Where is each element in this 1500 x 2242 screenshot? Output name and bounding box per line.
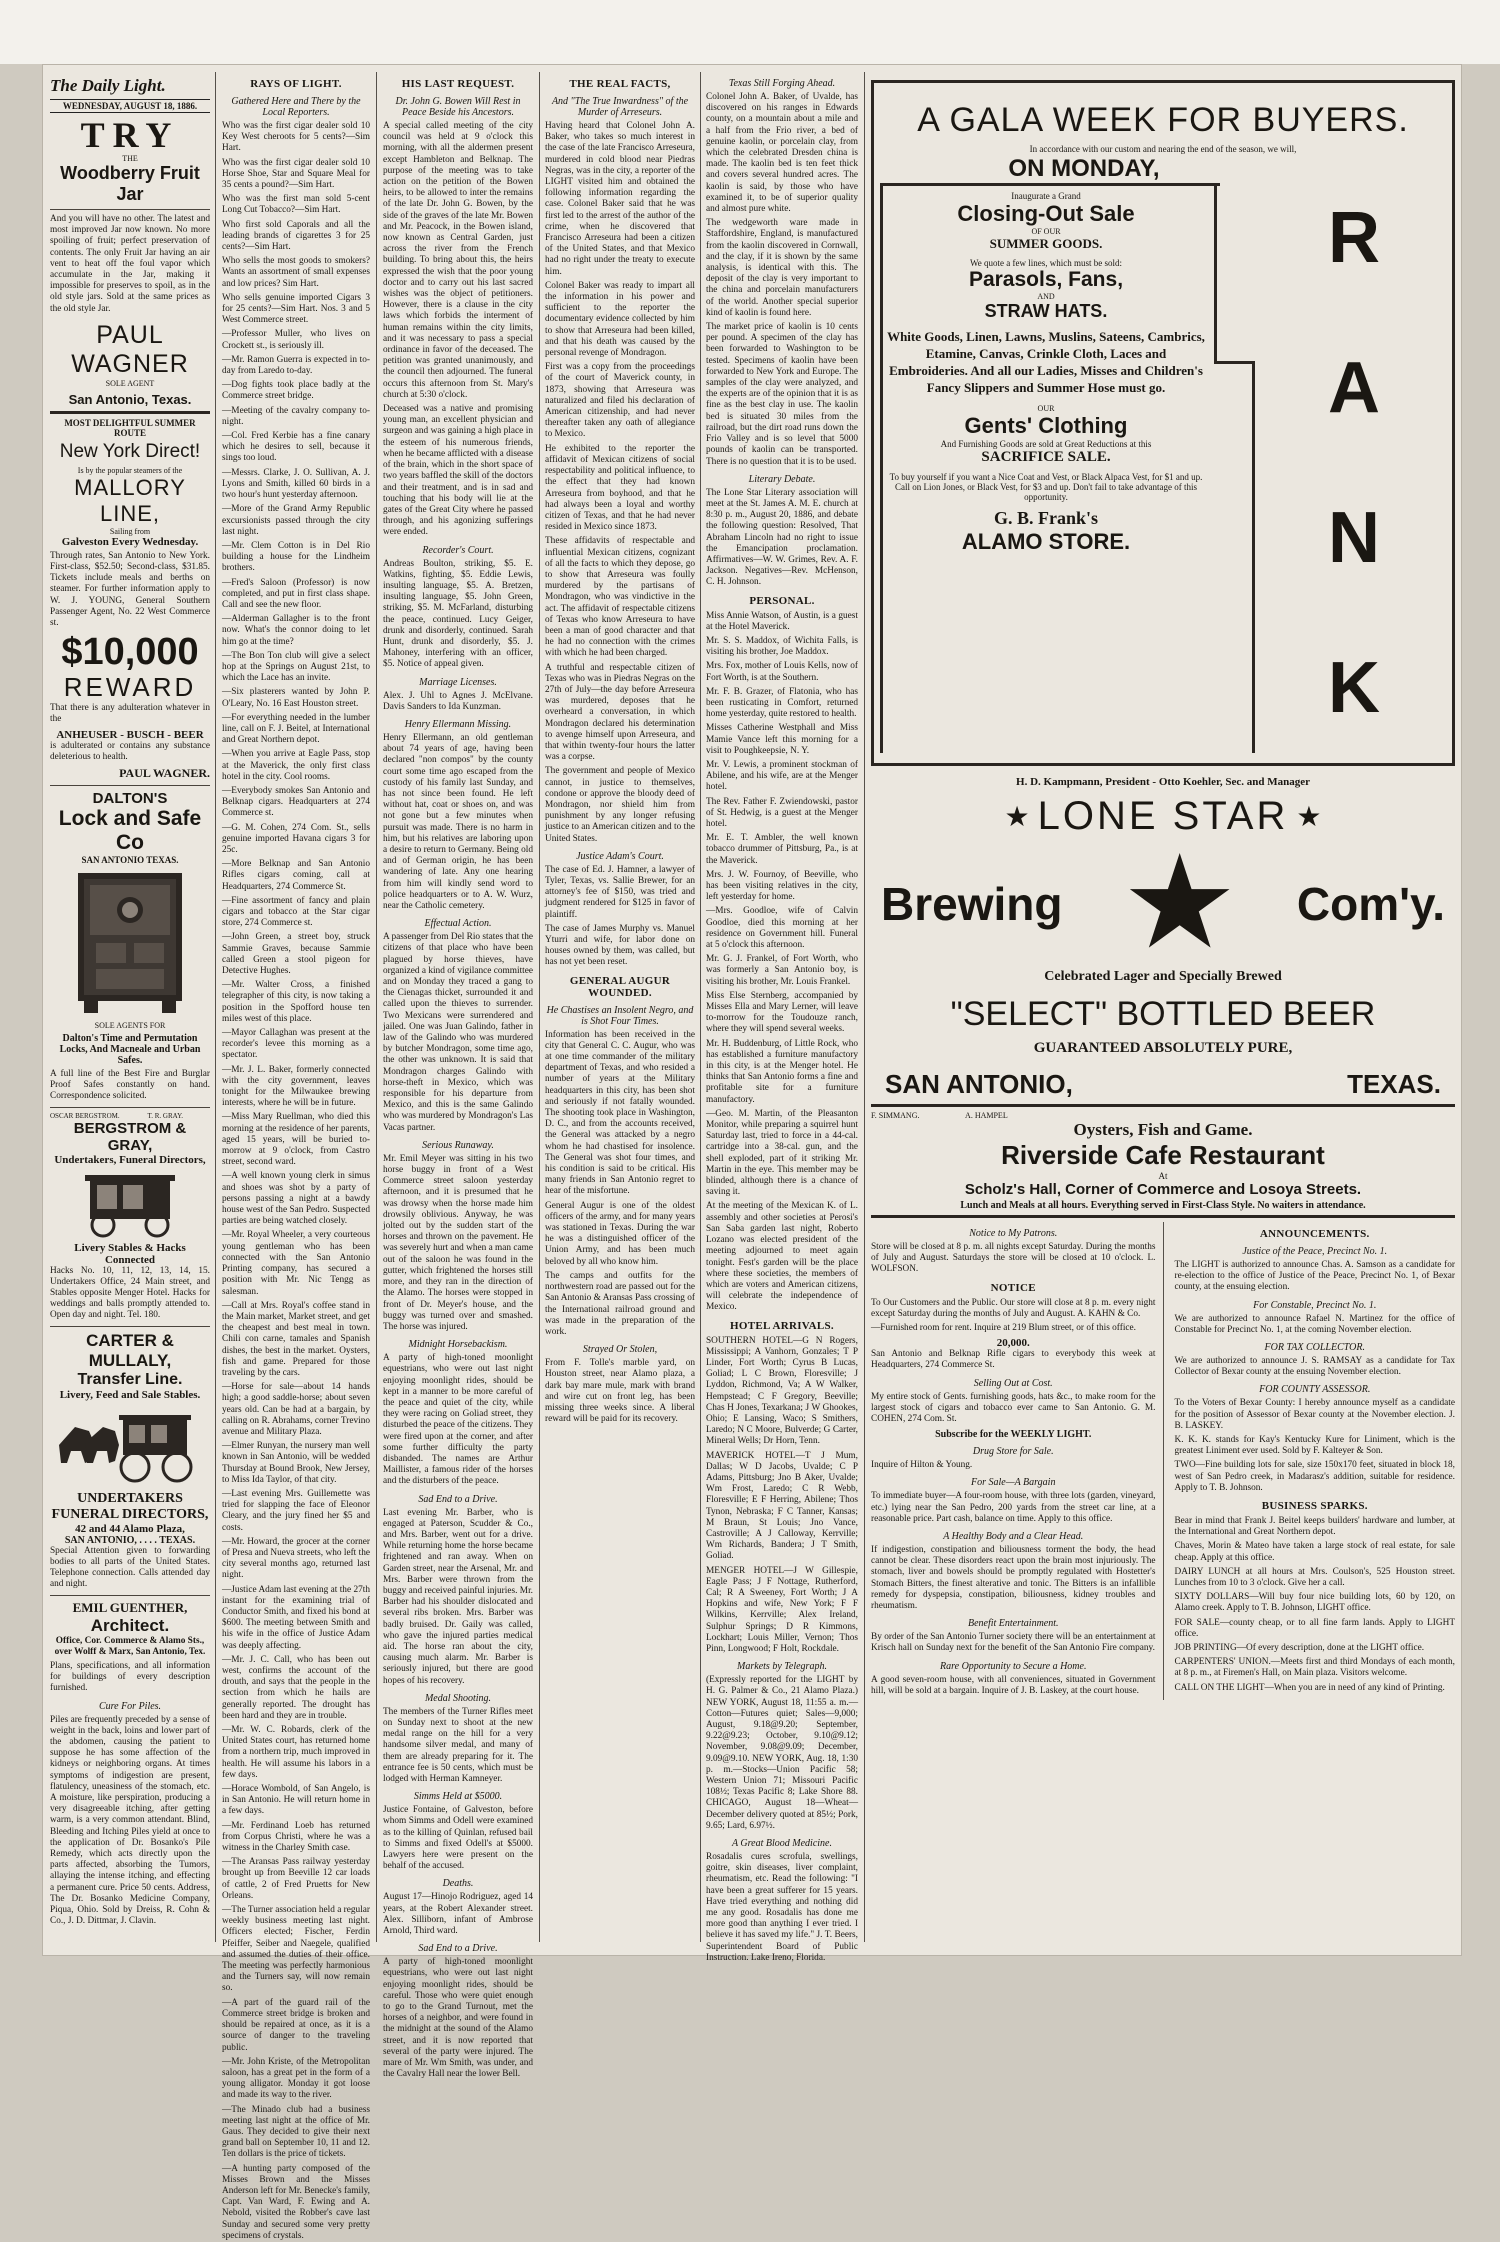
call: CALL ON THE LIGHT—When you are in need of any kind of Printing. [1174,1682,1445,1693]
c4-p1: Having heard that Colonel John A. Baker, who takes so much interest in the case of the late Francisco Arreseura, murdered in cold blood near Piedras Negras, was in the city, a reporter of the LIGHT visited him and obtained the following information regarding the case. Colonel Baker said that he was first led to the arrest of the author of the crime, when he discovered that Francisco Arreseura had been a citizen of the United States, and that Mexico had no right under the treaty to execute him. [545,121,695,277]
j1: Justice of the Peace, Precinct No. 1. [1242,1246,1388,1257]
c5-p10: Mr. V. Lewis, a prominent stockman of Abilene, and his wife, are at the Menger hotel. [706,759,858,793]
c1p: We are authorized to announce Rafael N. Martinez for the office of Constable for Precinct No. 1, at the coming November election. [1174,1313,1455,1335]
c4-s1: And "The True Inwardness" of the Murder of Arreseurs. [551,96,689,118]
c3-s1: Dr. John G. Bowen Will Rest in Peace Beside his Ancestors. [395,96,521,118]
c5-p17: Mr. H. Buddenburg, of Little Rock, who has established a furniture manufactory in this city, is at the Menger hotel. He thinks that San Antonio forms a fine and profitable site for a furniture manufactory. [706,1038,858,1105]
carriage-illustration [55,1405,205,1487]
rays-item: —Mayor Callaghan was present at the recorder's levee this morning as a spectator. [222,1028,370,1061]
rays-item: —Elmer Runyan, the nursery man well known in San Antonio, will be wedded Thursday at Bound Brook, New Jersey, to Miss Ida Taylor, of that city. [222,1441,370,1485]
healthy: A Healthy Body and a Clear Head. [943,1531,1084,1543]
rays-item: —A part of the guard rail of the Commerce street bridge is broken and should be repaired at once, as it is a source of danger to the traveling public. [222,1997,370,2053]
c5-p11: The Rev. Father F. Zwiendowski, pastor of St. Hedwig, is a guest at the Menger hotel. [706,796,858,829]
through-rates: Through rates, San Antonio to New York. First-class, $52.50; Second-class, $31.85. Tickets include meals and berths on steamer. For further information apply to W. J. YOUNG, General Southern Passenger Agent, No. 22 West Commerce st. [50,550,210,629]
rays-item: —For everything needed in the lumber line, call on F. J. Beitel, at International and Great Northern depot. [222,712,370,746]
dairy: DAIRY LUNCH at all hours at Mrs. Coulson's, 525 Houston street. Lunches from 10 to 3 o'clock. Give her a call. [1174,1566,1455,1589]
rays-item: —Last evening Mrs. Guillemette was tried for slapping the face of Eleonor Cleary, and the jury fined her $5 and costs. [222,1488,370,1533]
livery-heading: Livery Stables & Hacks Connected [74,1241,186,1266]
frank-frame-inner [1214,183,1217,363]
c4-p3: First was a copy from the proceedings of the court of Maverick county, in 1873, showing that Arreseura was naturalized and filed his declaration of American citizenship, and had never thereafter taken any oath of allegiance to Mexico. [545,362,695,440]
jar-heading: Woodberry Fruit Jar [60,163,200,204]
dalton-1: DALTON'S [92,790,168,808]
oysters: Oysters, Fish and Game. [1073,1120,1253,1139]
notices-column [871,1222,1164,1700]
closing-out: Closing-Out Sale [957,201,1135,226]
big-star-icon: ★ [1121,832,1238,976]
anheuser: ANHEUSER - BUSCH - BEER [56,728,204,741]
dalton-2: Lock and Safe Co [58,807,202,855]
straw-hats: STRAW HATS. [984,301,1108,321]
c5-p5: Miss Annie Watson, of Austin, is a guest at the Hotel Maverick. [706,610,858,632]
rare: Rare Opportunity to Secure a Home. [940,1660,1087,1672]
star-icon-right: ★ [1296,801,1322,833]
rays-item: —Horace Wombold, of San Angelo, is in San Antonio. He will return home in a few days. [222,1784,370,1817]
c3-p4: Alex. J. Uhl to Agnes J. McElvane. Davis Sanders to Ida Kunzman. [383,690,533,712]
transfer: Transfer Line. [77,1370,183,1388]
c3-p8: A party of high-toned moonlight equestrians, who were out last night enjoying moonlight rides, should be careful. Those who were quiet enough to go to the Grand Turnout, met the horses of a neighbor, and were found in the midnight at the sound of the Alamo street, and it is now reported that several of the party were injured. The mare of Mr. Wm Smith, was under, and the Cavalry Hall near the lower Bell. [383,1957,533,2080]
assessorp: To the Voters of Bexar County: I hereby announce myself as a candidate for the position of Assessor of Bexar county at the November election. J. B. LASKEY. [1174,1398,1455,1431]
special-attention: Special Attention given to forwarding bodies to all parts of the United States. Telephone connection. Calls attended day and night. [50,1545,210,1590]
frank-rank [1294,163,1414,763]
company: Com'y. [1296,878,1445,930]
tx-label: TEXAS. [1347,1069,1441,1099]
c5-p20: SOUTHERN HOTEL—G N Rogers, Mississippi; A Vanhorn, Gonzales; T P Linder, Fort Worth; Cyrus B Lucas, Goliad; L C Brown, Floresville; J Lyddon, Richmond, Va; A W Walker, Hempstead; C F Gregory, Beeville; Chas H Jones, Texarkana; J W Ghookes, Ohio; E Lansing, Waco; S Smithers, Laredo; N C Moore, Bulverde; G Carter, Mineral Wells; Dr Horn, Tenn. [706,1335,858,1447]
tip: To buy yourself if you want a Nice Coat and Vest, or Black Alpaca Vest, for $1 and up. Call on Lion Jones, or Black Vest, for $3 and up. Don't fail to take advantage of this opportunity. [889,472,1203,502]
reward-amount-2: 20,000. [996,1337,1030,1350]
newspaper-page [42,64,1462,2241]
of-our: OF OUR [1031,227,1061,236]
selling: Selling Out at Cost. [973,1377,1053,1389]
c5-p9: Misses Catherine Westphall and Miss Mamie Vance left this morning for a visit to Poughkeepsie, N. Y. [706,723,858,756]
c3-p7: Mr. Emil Meyer was sitting in his two horse buggy in front of a West Commerce street saloon yesterday afternoon, and it is presumed that he was drowsy when the horse made him drowsily oblivious. Anyway, he was jolted out by the sudden start of the horses and thrown on the pavement. He was severely hurt and when a man came out of the saloon he was found in the gutter, which frightened the horses still more, and they ran in the direction of the Alamo. The horses were stopped in front of Dr. Meyer's house, and the buggy was turned over and smashed. The horse was injured. [383,1153,533,1332]
c5-p8: Mr. F. B. Grazer, of Flatonia, who has been rusticating in Comfort, returned home yesterday, quite restored to health. [706,686,858,720]
safe-illustration [70,869,190,1017]
c5-p22: MENGER HOTEL—J W Gillespie, Eagle Pass; J F Nottage, Rutherford, Cal; R A Sweeney, Fort Worth; J A Hopkins and wife, New York; F F Wilkins, Kerrville; Alex Ireland, Sulphur Springs; D R Kimmons, Lockhart; Louis Miller, Vernon; Thos Pinn, Longwood; F Holt, Rockdale. [706,1565,858,1654]
c3-p11: The members of the Turner Rifles meet on Sunday next to shoot at the new medal range on the hill for a very handsome silver medal, and many of them are already preparing for it. The entrance fee is 50 cents, which must be lodged with Herman Kamneyer. [383,1706,533,1785]
c4-p12: The camps and outfits for the northwestern road are passed out for the San Antonio & Aransas Pass crossing of the International railroad ground and was made in the preparation of the work. [545,1270,695,1337]
kk: K. K. K. stands for Kay's Kentucky Kure for Liniment, which is the greatest Liniment ever used. Sold by F. Kalteyer & Son. [1174,1435,1455,1457]
rays-item: —Horse for sale—about 14 hands high; a good saddle-horse; about seven years old. Can be had at a bargain, by calling on R. Abrahams, corner Trevino avenue and Military Plaza. [222,1382,370,1437]
chaves: Chaves, Morin & Mateo have taken a large stock of real estate, for sale cheap. Apply at this office. [1174,1541,1455,1563]
bargain-p: To immediate buyer—A four-room house, with three lots (garden, vineyard, etc.) lying near the San Pedro, 200 yards from the street car line, at a reasonable price. Part cash, balance on time. Apply to this office. [871,1491,1156,1524]
rifle: San Antonio and Belknap Rifle cigars to everybody this week at Headquarters, 274 Commerce St. [871,1349,1156,1371]
inaugurate: Inaugurate a Grand [1011,191,1081,201]
ny-direct: New York Direct! [59,440,201,462]
rays-item: —John Green, a street boy, struck Sammie Graves, because Sammie called Green a stool pigeon for Detective Hughes. [222,932,370,977]
c5-p13: Mrs. J. W. Fournoy, of Beeville, who has been visiting relatives in the city, left yesterday for home. [706,869,858,903]
c5-p1: Colonel John A. Baker, of Uvalde, has discovered on his ranges in Edwards county, on a mountain about a mile and a half from the Frio river, a bed of genuine kaolin, or porcelain clay, from which the celebrated Dresden china is made. The kaolin bed is ten feet thick and covers several hundred acres. The kaolin is said, by those who have examined it, to be of superior quality and almost pure white. [706,92,858,215]
reward-amount: $10,000 [61,631,199,674]
c3-h9: Sad End to a Drive. [418,1493,498,1505]
c5-p16: Miss Else Sternberg, accompanied by Misses Ella and Mary Lerner, will leave to-morrow for the Toudouze ranch, where they will spend several weeks. [706,990,858,1035]
rank-n: N [1328,498,1380,578]
rays-item: —Mr. Royal Wheeler, a very courteous young gentleman who has been connected with the San Antonio Printing company, has secured a position with Mr. Nic Tengg as salesman. [222,1230,370,1297]
taxp: We are authorized to announce J. S. RAMSAY as a candidate for Tax Collector of Bexar county at the ensuing November election. [1174,1356,1455,1378]
column-1 [50,72,210,1942]
rays-list [222,121,370,2242]
tax: FOR TAX COLLECTOR. [1264,1342,1365,1354]
rays-item: Who was the first cigar dealer sold 10 Key West cheroots for 5 cents?—Sim Hart. [222,121,370,154]
rank-k: K [1328,648,1380,728]
rank-a: A [1328,348,1380,428]
column-5 [706,72,858,1963]
alamo-store: ALAMO STORE. [961,529,1131,554]
rays-item: —Mr. J. L. Baker, formerly connected with the city government, leaves tonight for the Milwaukee brewing interests, where he will be in future. [222,1064,370,1109]
c5-p18: —Geo. M. Martin, of the Pleasanton Monitor, while preparing a squirrel hunt Saturday last, tried to force in a 44-cal. cartridge into a 38-cal. gun, and the shell exploded, part of it striking Mr. Martin in the eye. This member may be blinded, although there is a chance of saving it. [706,1108,858,1198]
lone-star-ad [871,776,1455,1100]
rays-item: —A well known young clerk in simus and shoes was shot by a party of persons passing a night at a bawdy house west of the San Pedro. Suspected parties are being watched closely. [222,1171,370,1227]
rays-item: —Col. Fred Kerbie has a fine canary which he desires to sell, because it sings too loud. [222,431,370,464]
rare-p: A good seven-room house, with all conveniences, situated in Government hill, will be sold at a bargain. Inquire of J. B. Laskey, at the court house. [871,1674,1156,1696]
owners: F. SIMMANG. A. HAMPEL [871,1111,1008,1120]
c3-h12: Deaths. [442,1878,474,1890]
c3-p10: Last evening Mr. Barber, who is engaged at Paterson, Scudder & Co., and Mrs. Barber, went out for a drive. While returning home the horse became frightened and ran away. When on Garden street, near the Arsenal, Mr. and Mrs. Barber were thrown from the buggy and received painful injuries. Mr. Barber had his shoulder dislocated and several ribs broken. Mrs. Barber was badly bruised. Dr. Gaily was called, who gave the injured parties medical aid. The horse ran about the city, causing much alarm. Mr. Barber is seriously injured, but there are good hopes of his recovery. [383,1507,533,1686]
rays-item: —Call at Mrs. Royal's coffee stand in the Main market, Market street, and get the cheapest and best meal in town. Chili con carne, tamales and Spanish dishes, the best in the market. Oysters, fish and game. Prepared for those traveling by the cars. [222,1300,370,1378]
gala-heading: A GALA WEEK FOR BUYERS. [917,101,1409,139]
sole-agents-for: SOLE AGENTS FOR [94,1021,166,1031]
anheuser-body: is adulterated or contains any substance deleterious to health. [50,740,210,762]
celebrated: Celebrated Lager and Specially Brewed [1044,969,1282,984]
and-label: AND [1037,292,1055,301]
c5-p7: Mrs. Fox, mother of Louis Kells, now of Fort Worth, is at the Southern. [706,661,858,683]
sa-label: SAN ANTONIO, [885,1069,1073,1099]
c5-p14: —Mrs. Goodloe, wife of Calvin Goodloe, died this morning at her residence on Government hill. Funeral at 5 o'clock this afternoon. [706,906,858,951]
gents-clothing: Gents' Clothing [964,413,1128,438]
rays-item: —Mr. W. C. Robards, clerk of the United States court, has returned home from a northern trip, much improved in health. He will assume his labors in a few days. [222,1725,370,1780]
rays-item: Who was the first cigar dealer sold 10 Horse Shoe, Star and Square Meal for 35 cents a pound?—Sim Hart. [222,157,370,191]
rays-item: —G. M. Cohen, 274 Com. St., sells genuine imported Havana cigars 3 for 25c. [222,822,370,855]
c3-p5: Henry Ellermann, an old gentleman about 74 years of age, having been declared "non compos" by the county court some time ago escaped from the custody of his family last Sunday, and has not since been found. He left without hat, coat or shoes on, and was not gone but a few minutes when pursuit was made. There is no harm in him, but his relatives are laboring upon a desire to return to Germany. Being old and of German origin, he has been wandering of late. Any one hearing from him will kindly send word to police headquarters or to A. W. Wurz, near the Catholic cemetery. [383,732,533,911]
alamo-address: 42 and 44 Alamo Plaza, [75,1522,185,1535]
lunch: Lunch and Meals at all hours. Everything served in First-Class Style. No waiters in attendance. [960,1200,1366,1211]
wagner-signature: PAUL WAGNER. [119,766,210,781]
jar-body: And you will have no other. The latest and most improved Jar now known. No more spoiling of fruit; perfect preservation of contents. The only Fruit Jar having an air vent to heat off the foul vapor which accumulate in the Jar, making it impossible for preserves to spoil, as in the old style jars. Sold at the same prices as the old style Jar. [50,214,210,314]
undertakers-1: Undertakers, Funeral Directors, [54,1153,206,1166]
guenther-plans: Plans, specifications, and all information for buildings of every description furnished. [50,1660,210,1694]
rank-r: R [1328,198,1380,278]
benefit: Benefit Entertainment. [967,1618,1059,1630]
ann-heading: ANNOUNCEMENTS. [1259,1228,1370,1240]
piles-body: Piles are frequently preceded by a sense of weight in the back, loins and lower part of the abdomen, causing the patient to suppose he has some affection of the kidneys or neighboring organs. At times symptoms of indigestion are present, flatulency, uneasiness of the stomach, etc. A moisture, like perspiration, producing a very disagreeable itching, after getting warm, is a very common attendant. Blind, Bleeding and Itching Piles yield at once to the application of Dr. Bosanko's Pile Remedy, which acts directly upon the parts affected, absorbing the Tumors, allaying the intense itching, and effecting a permanent cure. Price 50 cents. Address, The Dr. Bosanko Medicine Company, Piqua, Ohio. Sold by Dreiss, R. Cohn & Co., J. D. Dittmar, J. Clavin. [50,1714,210,1927]
c4-h1: THE REAL FACTS, [569,78,671,90]
drug-p: Inquire of Hilton & Young. [871,1460,973,1471]
c4-p10: Information has been received in the city that General C. C. Augur, who was at one time commander of the military department of Texas, and who resided a number of years at the Military headquarters in this city, has been shot and seriously if not fatally wounded. The shooting took place in Washington, D. C., and from the accounts received, the General was attacked by a negro whom he had chastised for insolence. The General was shot four times, and his condition is said to be critical. His many friends in San Antonio regret to hear of the misfortune. [545,1029,695,1197]
c4-p9: The case of James Murphy vs. Manuel Yturri and wife, for labor done on houses owned by them, was called, but has not yet been reset. [545,923,695,968]
rays-item: Who first sold Caporals and all the leading brands of cigarettes 3 for 25 cents?—Sim Hart. [222,219,370,253]
masthead-title: The Daily Light. [50,76,166,95]
mallory-line: MALLORY LINE, [74,474,186,526]
notice: Store will be closed at 8 p. m. all nights except Saturday. During the months of July and August. Saturdays the store will be closed at 10 o'clock. L. WOLFSON. [871,1242,1156,1275]
notice2-hd: NOTICE [990,1281,1036,1294]
c3-p2: Deceased was a native and promising young man, an excellent physician and surgeon and was gaining a high place in the esteem of his numerous friends, when he became afflicted with a disease of the brain, which in the short space of two years baffled the skill of the doctors and their treatment, and is in sad and touching that his body will lie at the gates of the Great City where he passed through, and his agonizing sufferings were ended. [383,404,533,538]
rays-item: —Mr. Ramon Guerra is expected in to-day from Laredo to-day. [222,354,370,377]
frank-frame-top [880,183,1220,186]
selling-p: My entire stock of Gents. furnishing goods, hats &c., to make room for the largest stock of cigars and tobacco ever came to San Antonio. G. M. COHEN, 274 Com. St. [871,1391,1156,1425]
gala-sub: In accordance with our custom and nearing the end of the season, we will, [1029,144,1297,154]
c4-p13: From F. Tolle's marble yard, on Houston street, near Alamo plaza, a dark bay mare mule, mark with brand and wire cut on front leg, has been missing three weeks since. A liberal reward will be paid for its recovery. [545,1358,695,1425]
hearse-illustration [75,1169,185,1239]
rays-item: —The Turner association held a regular weekly business meeting last night. Officers elected; Fischer, Ferdin Pfeiffer, Seiber and Naegele, qualified and assumed the duties of their office. The meeting was perfectly harmonious and the Turners say, will now remain so. [222,1905,370,1994]
c5-p15: Mr. G. J. Frankel, of Fort Worth, who was formerly a San Antonio boy, is visiting his brother, Mr. Louis Frankel. [706,954,858,987]
summer-route: MOST DELIGHTFUL SUMMER ROUTE [64,417,196,438]
lone-star-top: H. D. Kampmann, President - Otto Koehler, Sec. and Manager [1016,776,1310,788]
parasols: Parasols, Fans, [968,268,1124,291]
rays-item: —The Bon Ton club will give a select hop at the Springs on August 21st, to which the Lace has an invite. [222,650,370,684]
guaranteed: GUARANTEED ABSOLUTELY PURE, [1033,1040,1293,1056]
rays-sub: Gathered Here and There by the Local Reporters. [231,96,361,118]
lots: TWO—Fine building lots for sale, size 150x170 feet, situated in block 18, west of San Pedro creek, in Madarasz's addition, suitable for residence. Apply to T. B. Johnson. [1174,1460,1455,1493]
masthead-date: WEDNESDAY, AUGUST 18, 1886. [50,99,210,113]
c3-h7: Sad End to a Drive. [418,1943,498,1955]
c5-p6: Mr. S. S. Maddox, of Wichita Falls, is visiting his brother, Joe Maddox. [706,635,858,658]
notice2: To Our Customers and the Public. Our store will close at 8 p. m. every night except Saturday during the months of July and August. A. KAHN & Co. [871,1297,1156,1319]
bargain: For Sale—A Bargain [971,1477,1056,1489]
sacrifice-sale: SACRIFICE SALE. [981,449,1111,465]
rays-item: —Six plasterers wanted by John P. O'Leary, No. 16 East Houston street. [222,687,370,709]
c3-p6: A passenger from Del Rio states that the citizens of that place who have been plagued by horse thieves, have organized a kind of vigilance committee and on Monday they traced a gang to the Cienagas thicket, surrounded it and called upon the thieves to surrender. Two Mexicans were surrendered and jailed. One was Juan Galindo, father in law of the Galindo who was murdered by butcher Mondragon, some time ago, the other was unknown. It is said that Mondragon charges Galindo with horse-theft in Mexico, which was responsible for his departure from Mexico, and this is the same Galindo who was murdered by Mondragon's Las Vacas partner. [383,932,534,1133]
dalton-3: SAN ANTONIO TEXAS. [81,855,179,866]
sa-tx: San Antonio, Texas. [68,391,192,407]
beitel: Bear in mind that Frank J. Beitel keeps builders' hardware and lumber, at the International and Great Northern depot. [1174,1516,1455,1538]
c4-p4: He exhibited to the reporter the affidavit of Mexican citizens of social respectability and political influence, to the effect that they had known Arreseura from boyhood, and that he had always been a loyal and worthy citizen of Texas, and that he had never resided in Mexico since 1873. [545,443,695,533]
brewing: Brewing [881,878,1063,930]
summer-goods: SUMMER GOODS. [989,236,1103,251]
scholz: Scholz's Hall, Corner of Commerce and Losoya Streets. [964,1181,1362,1198]
carpenters: CARPENTERS' UNION.—Meets first and third Mondays of each month, at 8 p. m., at Firemen's Hall, on Main plaza. Visitors welcome. [1174,1657,1455,1679]
rays-item: —Meeting of the cavalry company to-night. [222,405,370,427]
rays-item: —Dog fights took place badly at the Commerce street bridge. [222,380,370,402]
rays-item: —Mr. John Kriste, of the Metropolitan saloon, has a great pet in the form of a young alligator. Monday it got loose and made its way to the river. [222,2056,370,2101]
rays-item: —Messrs. Clarke, J. O. Sullivan, A. J. Lyons and Smith, killed 60 birds in a two hour's hunt yesterday afternoon. [222,467,370,501]
monday: ON MONDAY, [1008,155,1160,182]
c4-p11: General Augur is one of the oldest officers of the army, and for many years was stationed in Texas. During the war he was a distinguished officer of the Union Army, and has been much beloved by all who know him. [545,1200,695,1267]
c5-p2: The wedgeworth ware made in Staffordshire, England, is manufactured from the kaolin discovered in Cornwall, and the clay, if it is shown by the same analysis, is identical with this. The deposit of the clay is very important to the china and porcelain manufacturers of the world. Another special superior kind of kaolin is found here. [706,218,858,318]
c3-h4: Henry Ellermann Missing. [404,718,512,730]
sparks: BUSINESS SPARKS. [1261,1500,1368,1513]
rays-item: —Fine assortment of fancy and plain cigars and tobacco at the Star cigar store, 274 Commerce st. [222,895,370,929]
sailing: Sailing from [109,526,151,536]
rays-item: Who was the first man sold 5-cent Long Cut Tobacco?—Sim Hart. [222,194,370,216]
wagner-heading: PAUL WAGNER [71,320,189,378]
dalton-locks: Dalton's Time and Permutation Locks, And Macneale and Urban Safes. [59,1033,201,1067]
c4-h2: Justice Adam's Court. [576,850,664,862]
c5-h3: PERSONAL. [749,594,815,607]
funeral-2: FUNERAL DIRECTORS, [51,1506,209,1522]
piles-heading: Cure For Piles. [98,1700,162,1712]
c3-p1: A special called meeting of the city council was held at 9 o'clock this morning, with all the aldermen present except Hambleton and Belknap. The purpose of the meeting was to take action on the petition of the Bowen heirs, to be allowed to inter the remains of the late Dr. John G. Bowen, by the side of the graves of the late Mr. Bowen and Mr. Peacock, in the Bowen island, now known as Central Garden, just across the river from the French building. To bring about this, the heirs expressed the wish that the poor young doctor and to carry out his last sacred wishes was the object of petitioners. However, there is a clause in the city laws which forbids the interment of human remains within the city limits, and it was necessary to pass a special ordinance in favor of the deceased. The petition was granted unanimously, and the council then adjourned. The funeral occurs this afternoon from St. Mary's church at 5:30 o'clock. [383,121,533,400]
c4-s3: He Chastises an Insolent Negro, and is Shot Four Times. [546,1004,694,1027]
c4-p6: A truthful and respectable citizen of Texas who was in Piedras Negras on the 27th of July—the day before Arreseura was murdered, deposes that he overheard a conversation, in which Mondragon declared his determination to avenge himself upon Arreseura, and that within twenty-four hours the latter was a corpse. [545,662,695,763]
rays-item: —The Minado club had a business meeting last night at the office of Mr. Gaus. They decided to give their next grand ball on September 10, 11 and 12. Ten dollars is the price of tickets. [222,2104,370,2160]
c3-h6: Serious Runaway. [422,1139,494,1151]
county: FOR SALE—county cheap, or to all fine farm lands. Apply to LIGHT office. [1174,1617,1455,1639]
notice-hd: Notice to My Patrons. [969,1228,1058,1239]
c3-p12: Justice Fontaine, of Galveston, before whom Simms and Odell were examined as to the killing of Quinlan, refused bail to Simms and fixed Odell's at $5000. Lawyers here were present on the behalf of the accused. [383,1805,533,1872]
c4-p8: The case of Ed. J. Hamner, a lawyer of Tyler, Texas, vs. Sallie Brewer, for an attorney's fee of $150, was tried and judgment rendered for $125 in favor of plaintiff. [545,864,695,920]
architect: Architect. [90,1615,170,1635]
reward-body: That there is any adulteration whatever in the [50,703,210,725]
mallory-pre: Is by the popular steamers of the [77,465,183,475]
c5-p23: (Expressly reported for the LIGHT by H. G. Palmer & Co., 21 Alamo Plaza.) NEW YORK, August 18, 11:55 a. m.—Cotton—Futures quiet; Sales—9,000; August, 9.18@9.20; September, 9.22@9.23; October, 9.10@9.12; November, 9.08@9.09; December, 9.09@9.10. NEW YORK, Aug. 18, 1:30 p. m.—Stocks—Union Pacific 58; Western Union 71; Missouri Pacific 108½; Texas Pacific 8; Lake Shore 88. CHICAGO, August 18—Wheat—December delivery quoted at 85½; Pork, 9.65; Lard, 6.97½. [706,1675,858,1831]
rays-item: —More Belknap and San Antonio Rifles cigars coming, call at Headquarters, 274 Commerce St. [222,859,370,892]
rays-item: —Miss Mary Ruellman, who died this morning at the residence of her parents, aged 15 years, will be buried to-morrow at 9 o'clock, from Castro street, second ward. [222,1112,370,1168]
c5-h6: A Great Blood Medicine. [732,1838,832,1850]
j1p: The LIGHT is authorized to announce Chas. A. Samson as a candidate for re-election to the office of Justice of the Peace, Precinct No. 1, of Bexar county, at the ensuing election. [1174,1260,1455,1293]
c3-h5: Effectual Action. [424,918,492,930]
job: JOB PRINTING—Of every description, done at the LIGHT office. [1174,1643,1425,1654]
c5-p12: Mr. E. T. Ambler, the well known tobacco drummer of Pittsburg, Pa., is at the Maverick. [706,833,858,866]
rays-item: —Everybody smokes San Antonio and Belknap cigars. Headquarters at 274 Commerce st. [222,785,370,819]
sixty: SIXTY DOLLARS—Will buy four nice building lots, 60 by 120, on Alamo creek. Apply to T. B. Johnson, LIGHT office. [1174,1592,1455,1614]
announcements-column [1174,1222,1455,1700]
dalton-line: A full line of the Best Fire and Burglar Proof Safes constantly on hand. Correspondence solicited. [50,1069,210,1102]
c3-h2: Recorder's Court. [422,544,494,556]
frank-frame-step2 [1252,361,1255,753]
rays-item: —Mr. Clem Cotton is in Del Rio building a house for the Lindheim brothers. [222,540,370,574]
rays-item: —Alderman Gallagher is to the front now. What's the connor doing to let him go at the time? [222,614,370,647]
assessor: FOR COUNTY ASSESSOR. [1259,1384,1371,1396]
rays-item: —When you arrive at Eagle Pass, stop at the Maverick, the only first class hotel in the city. Cool rooms. [222,749,370,782]
rays-item: —Mr. Walter Cross, a finished telegrapher of this city, is now taking a position in the Spofford house ten miles west of this place. [222,980,370,1024]
c4-p2: Colonel Baker was ready to impart all the information in his power and sufficient to the reporter the documentary evidence collected by him to show that Arreseura had been killed, and that his death was caused by the personal revenge of Mondragon. [545,280,695,359]
column-3 [383,72,534,2080]
livery-body: Hacks No. 10, 11, 12, 13, 14, 15. Undertakers Office, 24 Main street, and Stables opposite Menger Hotel. Hacks for weddings and balls promptly attended to. Open day and night. Tel. 180. [50,1265,210,1321]
c3-p13: August 17—Hinojo Rodriguez, aged 14 years, at the Robert Alexander street. Alex. Silliborn, infant of Ambrose Arnold, Third ward. [383,1892,533,1937]
rooms: —Furnished room for rent. Inquire at 219 Blum street, or of this office. [871,1323,1136,1334]
quote: We quote a few lines, which must be sold: [970,258,1122,268]
sole-agent: SOLE AGENT [105,378,155,388]
guenther-addr: Office, Cor. Commerce & Alamo Sts., over Wolff & Marx, San Antonio, Tex. [54,1635,206,1657]
frank-name: G. B. Frank's [993,508,1099,528]
drug: Drug Store for Sale. [972,1446,1054,1458]
c5-p4: The Lone Star Literary association will meet at the St. James A. M. E. church at 8:30 p. m., August 20, 1886, and debate the following question: Resolved, That Abraham Lincoln had no right to issue the Emancipation proclamation. Affirmatives—W. W. Grimes, Rev. A. F. Jackson. Negatives—Rev. McHenson, C. H. Johnson. [706,487,858,588]
c1: For Constable, Precinct No. 1. [1253,1299,1377,1311]
c5-h4: HOTEL ARRIVALS. [730,1319,834,1332]
at: At [1158,1171,1168,1181]
c5-h5: Markets by Telegraph. [737,1661,827,1673]
c5-p19: At the meeting of the Mexican K. of L. assembly and other societies at Perosi's San Saba garden last night, Roberto Lozano was elected president of the meeting adjourned to meet again tonight. Fest's garden will be the place where these societies, the members of which are voters and American citizens, will celebrate the independence of Mexico. [706,1201,858,1313]
frank-frame-left [880,183,883,753]
rays-item: —Mr. Ferdinand Loeb has returned from Corpus Christi, where he was a witness in the Charley Smith case. [222,1820,370,1854]
rays-heading: RAYS OF LIGHT. [250,78,342,90]
healthy-p: If indigestion, constipation and biliousness torment the body, the head cannot be clear. These disorders react upon the brain most injuriously. The stomach, liver and bowels should be promptly regulated with Hostetter's Stomach Bitters, the finest alterative and tonic. The Bitters is an infallible remedy for dyspepsia, constipation, biliousness, kidney troubles and rheumatism. [871,1545,1156,1612]
lone-star: LONE STAR [1037,794,1289,838]
select-beer: "SELECT" BOTTLED BEER [950,995,1376,1033]
rays-item: —More of the Grand Army Republic excursionists passed through the city last night. [222,504,370,537]
riverside-ad [871,1111,1455,1211]
scan-top-margin [0,0,1500,64]
sa-texas: SAN ANTONIO, . . . . TEXAS. [64,1534,196,1546]
try-heading: TRY [80,115,180,155]
frank-left [886,191,1206,555]
masthead [50,76,210,96]
c3-h3: Marriage Licenses. [419,676,497,688]
benefit-p: By order of the San Antonio Turner society there will be an entertainment at Krisch hall on Sunday next for the benefit of the San Antonio Fire company. [871,1632,1156,1654]
c5-h1: Texas Still Forging Ahead. [728,78,836,89]
column-2 [222,72,370,2241]
c4-p5: These affidavits of respectable and influential Mexican citizens, cognizant of all the facts to which they depose, go to show that Arreseura was foully murdered by the partisans of Mondragon, who was vindictive in the act. The affidavit of respectable citizens of Texas who know Arreseura to have been a man of good character and that he had no connection with the crimes with which he had been charged. [545,536,695,659]
c5-h2: Literary Debate. [748,473,816,485]
carter: CARTER & MULLALY, [86,1330,174,1370]
rays-item: Who sells the most goods to smokers? Wants an assortment of small expenses and low prices? Sim Hart. [222,256,370,289]
star-icon-left: ★ [1004,801,1030,833]
c3-p9: A party of high-toned moonlight equestrians, who were out last night enjoying moonlight rides, should be kept in a manner to be more careful of the peace and quiet of the city, while they were racing on Goliad street, they disturbed the peace of the citizens. They were fired upon at the corner, and after some further difficulty the party disbanded. The names are Arthur Maillister, a famous rider of the horses and the disturbers of the peace. [383,1353,533,1487]
galveston: Galveston Every Wednesday. [61,535,199,548]
c5-p3: The market price of kaolin is 10 cents per pound. A specimen of the clay has been forwarded to Washington to be tested. Specimens of kaolin have been forwarded to New York and Europe. The samples of the clay were analyzed, and the experts are of the opinion that it is as fine as the best clay in use. The kaolin bed is situated 30 miles from the railroad, but the dirt road runs down the Frio Valley and is so level that 5000 pounds of kaolin can be transported. There is no question that it is to be used. [706,322,858,467]
c4-h4: Strayed Or Stolen, [582,1344,658,1356]
bergstrom: BERGSTROM & GRAY, [73,1119,187,1154]
rays-item: —Mr. J. C. Call, who has been out west, confirms the account of the drouth, and says that the people in the section from which he hails are generally reported. The drought has been hard and they are in trouble. [222,1654,370,1721]
frank-frame-step [1214,361,1254,364]
column-6 [871,72,1455,1942]
rays-item: —A hunting party composed of the Misses Brown and the Misses Anderson left for Mr. Benecke's family, Capt. Van Ward, F. Ewing and A. Nebold, visited the Robber's cave last Sunday and secured some very pretty specimens of crystals. [222,2163,370,2241]
our-label: OUR [1037,404,1055,413]
column-4 [545,72,695,1942]
rays-item: —Mr. Howard, the grocer at the corner of Presa and Nueva streets, who left the city several months ago, returned last night. [222,1536,370,1581]
c3-p3: Andreas Boulton, striking, $5. E. Watkins, fighting, $5. Eddie Lewis, insulting language, $5. A. Bretzen, insulting language, $5. John Green, striking, $5. M. McFarland, disturbing the peace, continued. Lucy Geiger, drunk and disorderly, continued. Sarah Hunt, drunk and disorderly, $5. J. Mahoney, interfering with an officer, $5. Notice of appeal given. [383,558,533,670]
rays-item: —Professor Muller, who lives on Crockett st., is seriously ill. [222,329,370,351]
rays-item: —The Aransas Pass railway yesterday brought up from Beeville 12 car loads of cattle, 2 of Fred Pruetts for New Orleans. [222,1857,370,1901]
guenther: EMIL GUENTHER, [72,1599,188,1615]
undertakers-2: UNDERTAKERS [77,1490,183,1506]
c5-p24: Rosadalis cures scrofula, swellings, goitre, skin diseases, liver complaint, rheumatism, etc. Read the following: "I have been a great sufferer for 15 years. Have tried everything and nothing did me any good. Rosadalis has done me more good than anything I ever tried. I believe it has saved my life." J. T. Beers, Superintendent Board of Public Instruction. Lake Ireno, Florida. [706,1852,858,1963]
c5-p21: MAVERICK HOTEL—T J Mum, Dallas; W D Jacobs, Uvalde; C P Adams, Pittsburg; Jno B Aker, Uvalde; Wm Frost, Laredo; C R Webb, Floresville; E F Herring, Abilene; Thos Tynon, Nebraska; F C Tanner, Kansas; M Braun, St Louis; Jno Vance, Castroville; A J Calloway, Kerrville; Wm Richards, Bandera; J T Smith, Goliad. [706,1450,858,1562]
c3-h10: Medal Shooting. [424,1692,492,1704]
c3-h8: Midnight Horsebackism. [408,1339,508,1351]
c4-p7: The government and people of Mexico cannot, in justice to themselves, condone or approve the bloody deed of Mondragon, nor shield him from punishment by any longer refusing justice to an American citizen and to the United States. [545,766,695,844]
bergstrom-names: OSCAR BERGSTROM. T. R. GRAY. [50,1111,183,1120]
reward-heading: REWARD [63,672,197,703]
c3-h11: Simms Held at $5000. [413,1791,503,1803]
riverside: Riverside Cafe Restaurant [1001,1140,1325,1170]
rays-item: —Justice Adam last evening at the 27th instant for the examining trial of Conductor Smith, and fixed his bond at $600. The meeting between Smith and his wife in the office of Justice Adam was deeply affecting. [222,1584,370,1651]
subscribe: Subscribe for the WEEKLY LIGHT. [935,1429,1092,1441]
carter-sub: Livery, Feed and Sale Stables. [59,1388,201,1401]
c4-h3: GENERAL AUGUR WOUNDED. [569,974,671,999]
goods-list: White Goods, Linen, Lawns, Muslins, Sateens, Cambrics, Etamine, Canvas, Crinkle Cloth, Laces and Embroideries. And all our Ladies, Misses and Children's Fancy Slippers and Summer Hose must go. [887,329,1205,395]
c3-h1: HIS LAST REQUEST. [401,78,515,90]
rays-item: —Fred's Saloon (Professor) is now completed, and put in first class shape. Call and see the new floor. [222,577,370,610]
furnishing: And Furnishing Goods are sold at Great Reductions at this [940,439,1152,449]
rays-item: Who sells genuine imported Cigars 3 for 25 cents?—Sim Hart. Nos. 3 and 5 West Commerce street. [222,292,370,326]
the-label: THE [122,154,138,163]
frank-ad [871,80,1455,766]
